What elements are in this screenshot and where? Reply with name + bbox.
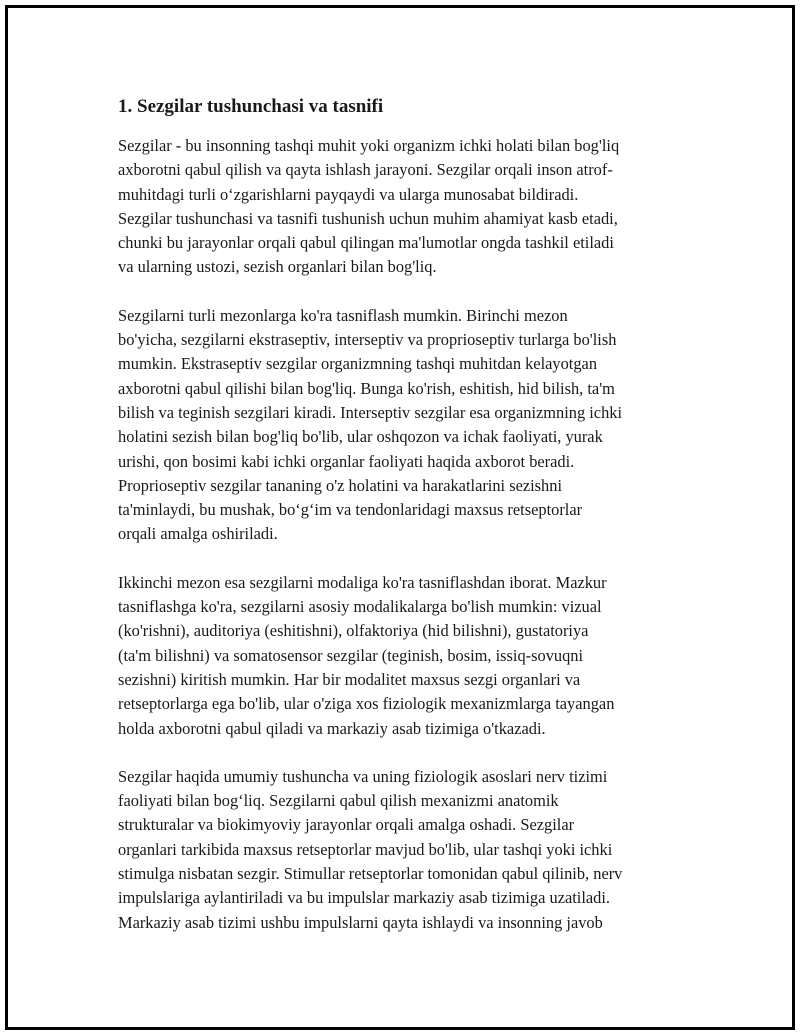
paragraph-1: Sezgilar - bu insonning tashqi muhit yoki organizm ichki holati bilan bog'liq axborotni qabul qilish va qayta ishlash jarayoni. Sezgilar orqali inson atrof- muhitdagi turli oʻzgarishlarni payqaydi va ularga munosabat bildiradi. Sezgilar tushunchasi va tasnifi tushunish uchun muhim ahamiyat kasb etadi, chunki bu jarayonlar orqali qabul qilingan ma'lumotlar ongda tashkil etiladi va ularning ustozi, sezish organlari bilan bog'liq. (118, 136, 620, 277)
paragraph-4: Sezgilar haqida umumiy tushuncha va uning fiziologik asoslari nerv tizimi faoliyati bilan bogʻliq. Sezgilarni qabul qilish mexanizmi anatomik strukturalar va biokimyoviy jarayonlar orqali amalga oshadi. Sezgilar organlari tarkibida maxsus retseptorlar mavjud bo'lib, ular tashqi yoki ichki stimulga nisbatan sezgir. Stimullar retseptorlar tomonidan qabul qilinib, nerv impulslariga aylantiriladi va bu impulslar markaziy asab tizimiga uzatiladi. Markaziy asab tizimi ushbu impulslarni qayta ishlaydi va insonning javob (118, 766, 623, 932)
document-body (118, 94, 698, 959)
section-title: 1. Sezgilar tushunchasi va tasnifi (118, 96, 384, 117)
paragraph-2: Sezgilarni turli mezonlarga ko'ra tasniflash mumkin. Birinchi mezon bo'yicha, sezgilarni ekstraseptiv, interseptiv va proprioseptiv turlarga bo'lish mumkin. Ekstraseptiv sezgilar organizmning tashqi muhitdan kelayotgan axborotni qabul qilishi bilan bog'liq. Bunga ko'rish, eshitish, hid bilish, ta'm bilish va teginish sezgilari kiradi. Interseptiv sezgilar esa organizmning ichki holatini sezish bilan bog'liq bo'lib, ular oshqozon va ichak faoliyati, yurak urishi, qon bosimi kabi ichki organlar faoliyati haqida axborot beradi. Proprioseptiv sezgilar tananing o'z holatini va harakatlarini sezishni ta'minlaydi, bu mushak, boʻgʻim va tendonlaridagi maxsus retseptorlar orqali amalga oshiriladi. (118, 305, 623, 544)
paragraph-3: Ikkinchi mezon esa sezgilarni modaliga ko'ra tasniflashdan iborat. Mazkur tasniflashga ko'ra, sezgilarni asosiy modalikalarga bo'lish mumkin: vizual (ko'rishni), auditoriya (eshitishni), olfaktoriya (hid bilishni), gustatoriya (ta'm bilishni) va somatosensor sezgilar (teginish, bosim, issiq-sovuqni sezishni) kiritish mumkin. Har bir modalitet maxsus sezgi organlari va retseptorlarga ega bo'lib, ular o'ziga xos fiziologik mexanizmlarga tayangan holda axborotni qabul qiladi va markaziy asab tizimiga o'tkazadi. (118, 572, 615, 738)
